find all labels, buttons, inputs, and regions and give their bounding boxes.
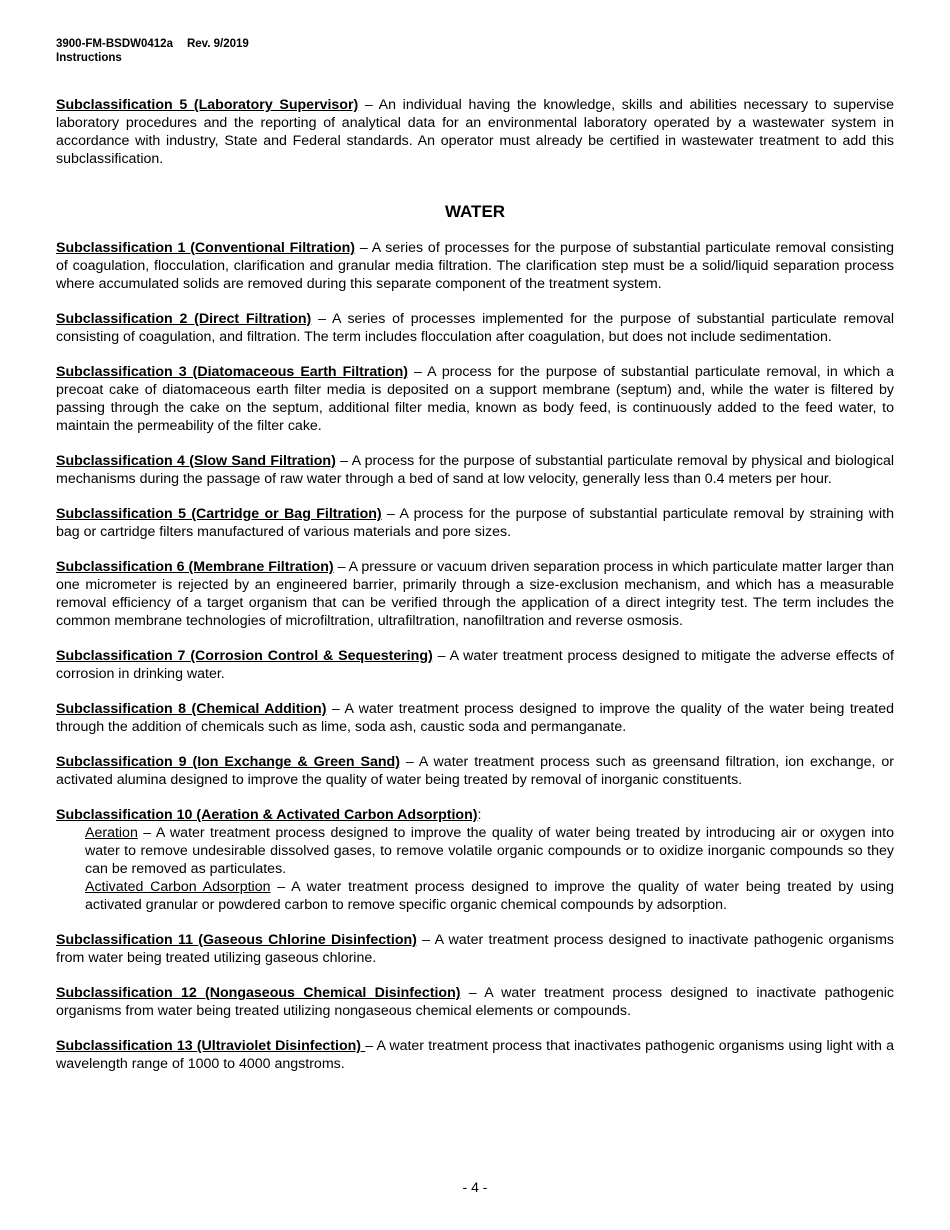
- subclassification-12: [56, 984, 894, 1020]
- subitem-text: – A water treatment process designed to improve the quality of water being treated by using activated granular or powdered carbon to remove specific organic chemical compounds by adsorption.: [85, 879, 894, 913]
- form-id: 3900-FM-BSDW0412a: [56, 38, 173, 50]
- form-id-line: [56, 37, 249, 51]
- intro-term: Subclassification 5 (Laboratory Supervisor): [56, 97, 359, 113]
- subclassification-5: [56, 505, 894, 541]
- subclassification-text: – A water treatment process designed to inactivate pathogenic organisms from water being treated utilizing nongaseous chemical elements or compounds.: [56, 985, 894, 1019]
- subclassification-term: Subclassification 5 (Cartridge or Bag Filtration): [56, 506, 382, 522]
- subclassification-text: – A water treatment process designed to inactivate pathogenic organisms from water being treated utilizing gaseous chlorine.: [56, 932, 894, 966]
- aeration-subitem: [56, 824, 894, 878]
- subclassification-term: Subclassification 9 (Ion Exchange & Green Sand): [56, 754, 400, 770]
- subclassification-text: – A process for the purpose of substantial particulate removal by straining with bag or cartridge filters manufactured of various materials and pore sizes.: [56, 506, 894, 540]
- subclassification-term: Subclassification 7 (Corrosion Control & Sequestering): [56, 648, 433, 664]
- subitem-term: Activated Carbon Adsorption: [85, 879, 271, 895]
- document-header: [56, 37, 249, 65]
- subclassification-text: – A pressure or vacuum driven separation process in which particulate matter larger than one micrometer is rejected by an engineered barrier, primarily through a size-exclusion mechanism, and which has a measurable removal efficiency of a target organism that can be verified through the application of a direct integrity test. The term includes the common membrane technologies of microfiltration, ultrafiltration, nanofiltration and reverse osmosis.: [56, 559, 894, 629]
- subclassification-term: Subclassification 6 (Membrane Filtration): [56, 559, 334, 575]
- subitem-text: – A water treatment process designed to improve the quality of water being treated by introducing air or oxygen into water to remove undesirable dissolved gases, to remove volatile organic compounds or to oxidize inorganic compounds so they can be removed as particulates.: [85, 825, 894, 877]
- subclassification-term: Subclassification 12 (Nongaseous Chemical Disinfection): [56, 985, 461, 1001]
- subclassification-7: [56, 647, 894, 683]
- subclassification-10: [56, 806, 894, 914]
- subclassification-term: Subclassification 1 (Conventional Filtration): [56, 240, 356, 256]
- subclassification-2: [56, 310, 894, 346]
- subclassification-11: [56, 931, 894, 967]
- subclassification-term: Subclassification 10 (Aeration & Activated Carbon Adsorption): [56, 807, 478, 823]
- subclassification-term: Subclassification 13 (Ultraviolet Disinfection): [56, 1038, 366, 1054]
- subclassification-text: – A series of processes for the purpose of substantial particulate removal consisting of coagulation, flocculation, clarification and granular media filtration. The clarification step must be a solid/liquid separation process where accumulated solids are removed during this separate component of the treatment system.: [56, 240, 894, 292]
- subclassification-10-heading: [56, 806, 894, 824]
- activated-carbon-subitem: [56, 878, 894, 914]
- subclassification-8: [56, 700, 894, 736]
- subclassification-term: Subclassification 3 (Diatomaceous Earth Filtration): [56, 364, 409, 380]
- page-number: - 4 -: [462, 1179, 488, 1195]
- section-title: WATER: [444, 202, 506, 221]
- document-body: [56, 96, 894, 1073]
- subclassification-text: – A process for the purpose of substantial particulate removal, in which a precoat cake of diatomaceous earth filter media is deposited on a support membrane (septum) and, while the water is filtered by passing through the cake on the septum, additional filter media, known as body feed, is continuously added to the feed water, to maintain the permeability of the filter cake.: [56, 364, 894, 434]
- subclassification-term: Subclassification 4 (Slow Sand Filtration): [56, 453, 336, 469]
- subclassification-text: – A water treatment process that inactivates pathogenic organisms using light with a wavelength range of 1000 to 4000 angstroms.: [56, 1038, 894, 1072]
- subclassification-term: Subclassification 2 (Direct Filtration): [56, 311, 312, 327]
- subclassification-term: Subclassification 8 (Chemical Addition): [56, 701, 327, 717]
- subclassification-4: [56, 452, 894, 488]
- subclassification-1: [56, 239, 894, 293]
- subclassification-text: – A water treatment process designed to mitigate the adverse effects of corrosion in drinking water.: [56, 648, 894, 682]
- subclassification-text: – A water treatment process designed to improve the quality of the water being treated through the addition of chemicals such as lime, soda ash, caustic soda and permanganate.: [56, 701, 894, 735]
- subclassification-text: – A series of processes implemented for the purpose of substantial particulate removal consisting of coagulation, and filtration. The term includes flocculation after coagulation, but does not include sedimentation.: [56, 311, 894, 345]
- intro-paragraph: [56, 96, 894, 168]
- subclassification-text: – A process for the purpose of substantial particulate removal by physical and biological mechanisms during the passage of raw water through a bed of sand at low velocity, generally less than 0.4 meters per hour.: [56, 453, 894, 487]
- doc-type: Instructions: [56, 52, 122, 64]
- form-revision: Rev. 9/2019: [186, 38, 249, 50]
- intro-text: – An individual having the knowledge, skills and abilities necessary to supervise laboratory procedures and the reporting of analytical data for an environmental laboratory operated by a wastewater system in accordance with industry, State and Federal standards. An operator must already be certified in wastewater treatment to add this subclassification.: [56, 97, 894, 167]
- subclassification-9: [56, 753, 894, 789]
- subclassification-3: [56, 363, 894, 435]
- subclassification-suffix: :: [477, 807, 482, 823]
- subclassification-6: [56, 558, 894, 630]
- subclassification-term: Subclassification 11 (Gaseous Chlorine Disinfection): [56, 932, 417, 948]
- subclassification-13: [56, 1037, 894, 1073]
- subclassification-text: – A water treatment process such as greensand filtration, ion exchange, or activated alumina designed to improve the quality of water being treated by removal of inorganic constituents.: [56, 754, 894, 788]
- subitem-term: Aeration: [85, 825, 138, 841]
